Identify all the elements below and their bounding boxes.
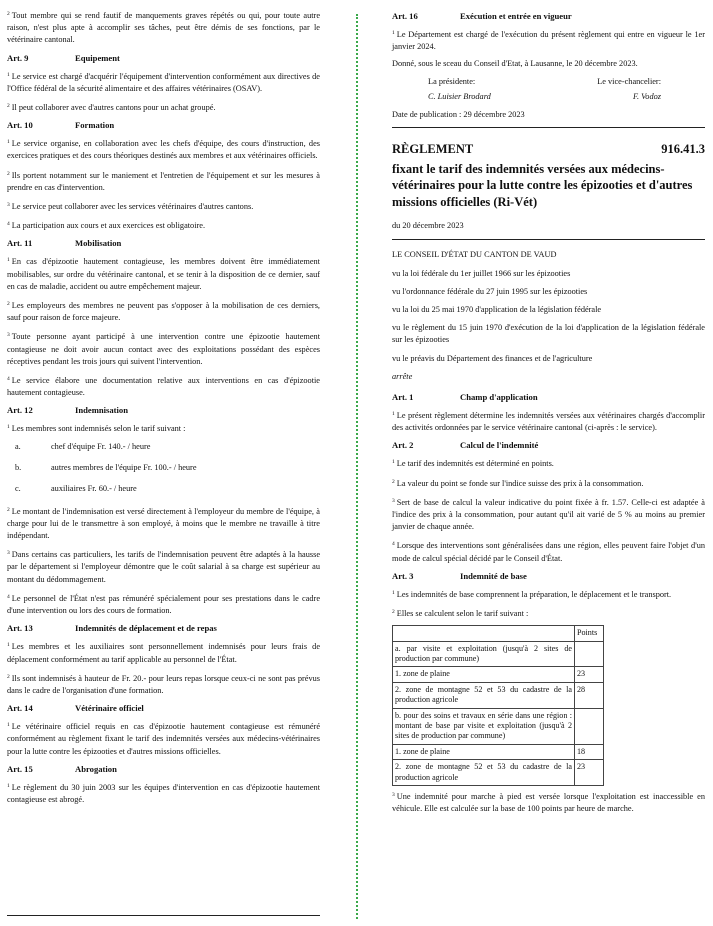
bottom-rule <box>7 915 320 916</box>
article-number: Art. 9 <box>7 52 29 63</box>
footnote-number: 1 <box>7 424 10 431</box>
table-row <box>393 744 604 759</box>
footnote-number: 1 <box>7 139 10 146</box>
article-number: Art. 10 <box>7 120 33 131</box>
footnote-number: 3 <box>392 792 395 799</box>
separator <box>392 239 705 240</box>
paragraph-text: Les membres et les auxiliaires sont personnellement indemnisés pour leurs frais de déplacement conformément au tarif applicable au personnel de l'État. <box>7 642 320 664</box>
article-title: Champ d'application <box>460 391 538 402</box>
paragraph <box>7 671 320 697</box>
reglement-title: fixant le tarif des indemnités versées aux médecins-vétérinaires pour la lutte contre les épizooties et d'autres missions officielles (Ri-Vét) <box>392 161 693 209</box>
article-heading-3 <box>392 570 705 582</box>
footnote-number: 2 <box>7 673 10 680</box>
paragraph <box>392 789 705 815</box>
list-text: autres membres de l'équipe Fr. 100.- / heure <box>51 462 197 472</box>
footnote-number: 1 <box>392 30 395 36</box>
article-number: Art. 13 <box>7 623 33 634</box>
table-cell: 2. zone de montagne 52 et 53 du cadastre de la production agricole <box>393 682 575 708</box>
paragraph <box>7 639 320 665</box>
footnote-number: 1 <box>392 589 395 596</box>
list-label: c. <box>15 483 21 493</box>
list-text: auxiliaires Fr. 60.- / heure <box>51 483 137 493</box>
article-title: Mobilisation <box>75 238 122 249</box>
article-number: Art. 1 <box>392 391 414 402</box>
article-title: Indemnité de base <box>460 570 527 581</box>
paragraph-text: Le service élabore une documentation relative aux interventions en cas d'épizootie hautement contagieuse. <box>7 376 320 398</box>
paragraph <box>7 421 320 435</box>
footnote-number: 2 <box>7 103 10 110</box>
article-heading-2 <box>392 439 705 451</box>
table-row <box>393 667 604 682</box>
paragraph-text: Le tarif des indemnités est déterminé en points. <box>396 459 554 469</box>
paragraph <box>392 495 705 534</box>
paragraph-text: Le service est chargé d'acquérir l'équipement d'intervention conformément aux directives de l'Office fédéral de la sécurité alimentaire et des affaires vétérinaires (OSAV). <box>7 71 320 93</box>
footnote-number: 2 <box>392 608 395 615</box>
arrete-line: arrête <box>392 371 413 381</box>
reglement-number: 916.41.3 <box>661 141 705 156</box>
footnote-number: 2 <box>7 506 10 513</box>
paragraph-text: Sert de base de calcul la valeur indicative du point fixée à fr. 1.57. Celle-ci est adaptée à l'indice des prix à la consommation, pour autant qu'il ait varié de 5 % au moins au premier janvier de chaque année. <box>392 497 705 532</box>
footnote-number: 1 <box>7 71 10 78</box>
article-heading-13 <box>7 622 320 634</box>
article-title: Indemnisation <box>75 405 129 416</box>
footnote-number: 1 <box>7 642 10 649</box>
article-title: Calcul de l'indemnité <box>460 440 539 451</box>
footnote-number: 2 <box>392 478 395 485</box>
table-cell: b. pour des soins et travaux en série dans une région : montant de base par visite et exploitation (jusqu'à 2 sites de production par commune) <box>393 708 575 744</box>
paragraph <box>7 218 320 232</box>
vu-line: vu la loi fédérale du 1er juillet 1966 sur les épizooties <box>392 268 571 278</box>
paragraph <box>7 254 320 293</box>
table-row <box>393 641 604 667</box>
paragraph <box>392 538 705 564</box>
paragraph-text: Ils sont indemnisés à hauteur de Fr. 20.- pour leurs repas lorsque ceux-ci ne sont pas prévus dans le cadre de l'organisation d'une formation. <box>7 673 320 695</box>
paragraph-text: Le Département est chargé de l'exécution du présent règlement qui entre en vigueur le 1er janvier 2024. <box>392 30 705 52</box>
tarif-table <box>392 625 604 786</box>
paragraph <box>7 298 320 324</box>
paragraph-text: Lorsque des interventions sont généralisées dans une région, elles peuvent faire l'objet d'un mode de calcul spécial décidé par le Conseil d'État. <box>392 541 705 563</box>
list-item <box>7 462 320 474</box>
article-heading-9 <box>7 52 320 64</box>
footnote-number: 2 <box>7 170 10 177</box>
table-header-cell <box>393 626 575 641</box>
table-cell: a. par visite et exploitation (jusqu'à 2 sites de production par commune) <box>393 641 575 667</box>
footnote-number: 2 <box>7 301 10 308</box>
vu-line: vu le règlement du 15 juin 1970 d'exécution de la loi d'application de la législation fédérale sur les épizooties <box>392 323 705 345</box>
list-label: b. <box>15 462 22 472</box>
footnote-number: 4 <box>7 593 10 600</box>
right-column <box>392 8 705 820</box>
paragraph <box>7 591 320 617</box>
table-header-row <box>393 626 604 641</box>
left-column <box>7 8 320 811</box>
article-number: Art. 16 <box>392 11 418 21</box>
footnote-number: 4 <box>392 541 395 548</box>
paragraph <box>392 587 705 601</box>
paragraph-text: Il peut collaborer avec d'autres cantons pour un achat groupé. <box>11 103 216 113</box>
paragraph <box>7 780 320 806</box>
article-heading-15 <box>7 763 320 775</box>
table-cell: 23 <box>575 760 604 786</box>
paragraph-text: Le service peut collaborer avec les services vétérinaires d'autres cantons. <box>11 202 254 212</box>
article-title: Exécution et entrée en vigueur <box>460 11 572 21</box>
separator <box>392 127 705 128</box>
article-heading-12 <box>7 404 320 416</box>
paragraph-text: Le personnel de l'État n'est pas rémunéré spécialement pour ses prestations dans le cadre d'une intervention ou lors des cours de formation. <box>7 593 320 616</box>
paragraph-text: Le vétérinaire officiel requis en cas d'épizootie hautement contagieuse est rémunéré conformément au règlement fixant le tarif des indemnités versées aux médecins-vétérinaires pour la lutte contre les épizooties et d'autres missions officielles. <box>7 722 320 756</box>
table-cell: 28 <box>575 682 604 708</box>
paragraph-text: Les employeurs des membres ne peuvent pas s'opposer à la mobilisation de ces derniers, sauf pour raison de force majeure. <box>7 301 320 323</box>
article-number: Art. 15 <box>7 763 33 774</box>
paragraph <box>392 476 705 490</box>
paragraph <box>392 456 705 470</box>
signature-name-right: F. Vodoz <box>633 91 661 101</box>
given-line: Donné, sous le sceau du Conseil d'Etat, à Lausanne, le 20 décembre 2023. <box>392 59 638 69</box>
footnote-number: 1 <box>7 722 10 729</box>
article-heading-14 <box>7 702 320 714</box>
paragraph-text: En cas d'épizootie hautement contagieuse, les membres doivent être immédiatement mobilisables, sur ordre du vétérinaire cantonal, et se tenir à la disposition de ce dernier, sauf en cas de maladie, accident ou autre empêchement majeur. <box>7 257 320 291</box>
vu-line: vu l'ordonnance fédérale du 27 juin 1995 sur les épizooties <box>392 286 588 296</box>
footnote-number: 3 <box>392 497 395 504</box>
footnote-number: 2 <box>7 11 10 17</box>
vu-line: vu le préavis du Département des finances et de l'agriculture <box>392 353 593 363</box>
article-number: Art. 14 <box>7 703 33 714</box>
paragraph <box>392 408 705 434</box>
article-title: Vétérinaire officiel <box>75 703 144 714</box>
paragraph-text: Une indemnité pour marche à pied est versée lorsque l'exploitation est inaccessible en véhicule. Elle est calculée sur la base de 100 points par heure de marche. <box>392 792 705 814</box>
list-text: chef d'équipe Fr. 140.- / heure <box>51 441 151 451</box>
table-cell: 1. zone de plaine <box>393 667 575 682</box>
paragraph-text: Les membres sont indemnisés selon le tarif suivant : <box>11 424 186 434</box>
list-label: a. <box>15 441 21 451</box>
table-row <box>393 760 604 786</box>
paragraph-text: Elles se calculent selon le tarif suivant : <box>396 608 529 618</box>
table-row <box>393 682 604 708</box>
article-number: Art. 11 <box>7 238 33 249</box>
article-title: Indemnités de déplacement et de repas <box>75 623 217 634</box>
signature-role-left: La présidente: <box>428 76 476 86</box>
paragraph <box>7 329 320 368</box>
table-cell <box>575 641 604 667</box>
reglement-label: RÈGLEMENT <box>392 141 474 156</box>
list-item <box>7 441 320 453</box>
footnote-number: 3 <box>7 550 10 557</box>
vu-line: vu la loi du 25 mai 1970 d'application de la législation fédérale <box>392 304 602 314</box>
paragraph <box>7 373 320 399</box>
article-heading-1 <box>392 391 705 403</box>
reglement-header <box>392 142 705 157</box>
paragraph <box>7 199 320 213</box>
table-cell: 18 <box>575 744 604 759</box>
footnote-number: 3 <box>7 202 10 209</box>
list-item <box>7 483 320 495</box>
article-heading-16 <box>392 10 705 22</box>
footnote-number: 4 <box>7 221 10 228</box>
article-heading-10 <box>7 119 320 131</box>
paragraph-text: La valeur du point se fonde sur l'indice suisse des prix à la consommation. <box>396 478 644 488</box>
footnote-number: 1 <box>392 459 395 466</box>
paragraph-text: Dans certains cas particuliers, les tarifs de l'indemnisation peuvent être adaptés à la hausse par le département si l'employeur démontre que le coût salarial à sa charge est supérieur au montant du dédommagement. <box>7 550 320 584</box>
paragraph-text: La participation aux cours et aux exercices est obligatoire. <box>11 221 206 231</box>
reglement-date: du 20 décembre 2023 <box>392 221 464 231</box>
signature-names <box>392 91 705 103</box>
table-row <box>393 708 604 744</box>
paragraph-text: Le présent règlement détermine les indemnités versées aux vétérinaires chargés d'accomplir des activités ordonnées par le service vétérinaire cantonal (ci-après : le service). <box>392 410 705 433</box>
paragraph <box>7 136 320 162</box>
table-header-cell: Points <box>575 626 604 641</box>
paragraph-text: Ils portent notamment sur le maniement et l'entretien de l'équipement et sur les mesures à prendre en cas d'intervention. <box>7 170 320 192</box>
paragraph <box>7 547 320 586</box>
paragraph-text: Toute personne ayant participé à une intervention contre une épizootie hautement contagieuse ne doit avoir aucun contact avec des exploitations possédant des espèces réceptives pendant les trois jours qui suivent l'intervention. <box>7 332 320 366</box>
table-cell: 2. zone de montagne 52 et 53 du cadastre de la production agricole <box>393 760 575 786</box>
article-number: Art. 12 <box>7 405 33 416</box>
paragraph-text: Les indemnités de base comprennent la préparation, le déplacement et le transport. <box>396 589 672 599</box>
column-divider <box>356 14 358 919</box>
footnote-number: 4 <box>7 376 10 383</box>
signature-roles <box>392 76 705 88</box>
table-cell <box>575 708 604 744</box>
council-line: LE CONSEIL D'ÉTAT DU CANTON DE VAUD <box>392 250 557 260</box>
paragraph <box>7 719 320 758</box>
signature-role-right: Le vice-chancelier: <box>597 76 661 86</box>
publication-date: Date de publication : 29 décembre 2023 <box>392 109 525 119</box>
article-title: Equipement <box>75 52 120 63</box>
paragraph <box>7 69 320 95</box>
article-number: Art. 3 <box>392 570 414 581</box>
paragraph <box>392 606 705 620</box>
paragraph-text: Tout membre qui se rend fautif de manquements graves répétés ou qui, pour toute autre raison, n'est plus apte à accomplir ses tâches, peut être démis de ses fonctions, par le vétérinaire cantonal. <box>7 11 320 45</box>
paragraph <box>7 504 320 543</box>
paragraph <box>7 8 320 47</box>
paragraph-text: Le service organise, en collaboration avec les chefs d'équipe, des cours d'instruction, des exercices pratiques et des cours théoriques destinés aux membres et aux vétérinaires officiels. <box>7 139 320 161</box>
paragraph <box>392 27 705 53</box>
paragraph-text: Le montant de l'indemnisation est versé directement à l'employeur du membre de l'équipe, à charge pour lui de le transmettre à son employé, à moins que le membre ne travaille à titre indépendant. <box>7 506 320 541</box>
footnote-number: 3 <box>7 332 10 339</box>
table-cell: 1. zone de plaine <box>393 744 575 759</box>
article-heading-11 <box>7 237 320 249</box>
footnote-number: 1 <box>7 257 10 264</box>
article-title: Abrogation <box>75 763 117 774</box>
article-number: Art. 2 <box>392 440 414 451</box>
paragraph <box>7 168 320 194</box>
footnote-number: 1 <box>392 410 395 417</box>
paragraph <box>7 100 320 114</box>
footnote-number: 1 <box>7 782 10 789</box>
signature-name-left: C. Luisier Brodard <box>428 91 491 101</box>
article-title: Formation <box>75 120 115 131</box>
paragraph-text: Le règlement du 30 juin 2003 sur les équipes d'intervention en cas d'épizootie hautement contagieuse est abrogé. <box>7 782 320 804</box>
table-cell: 23 <box>575 667 604 682</box>
